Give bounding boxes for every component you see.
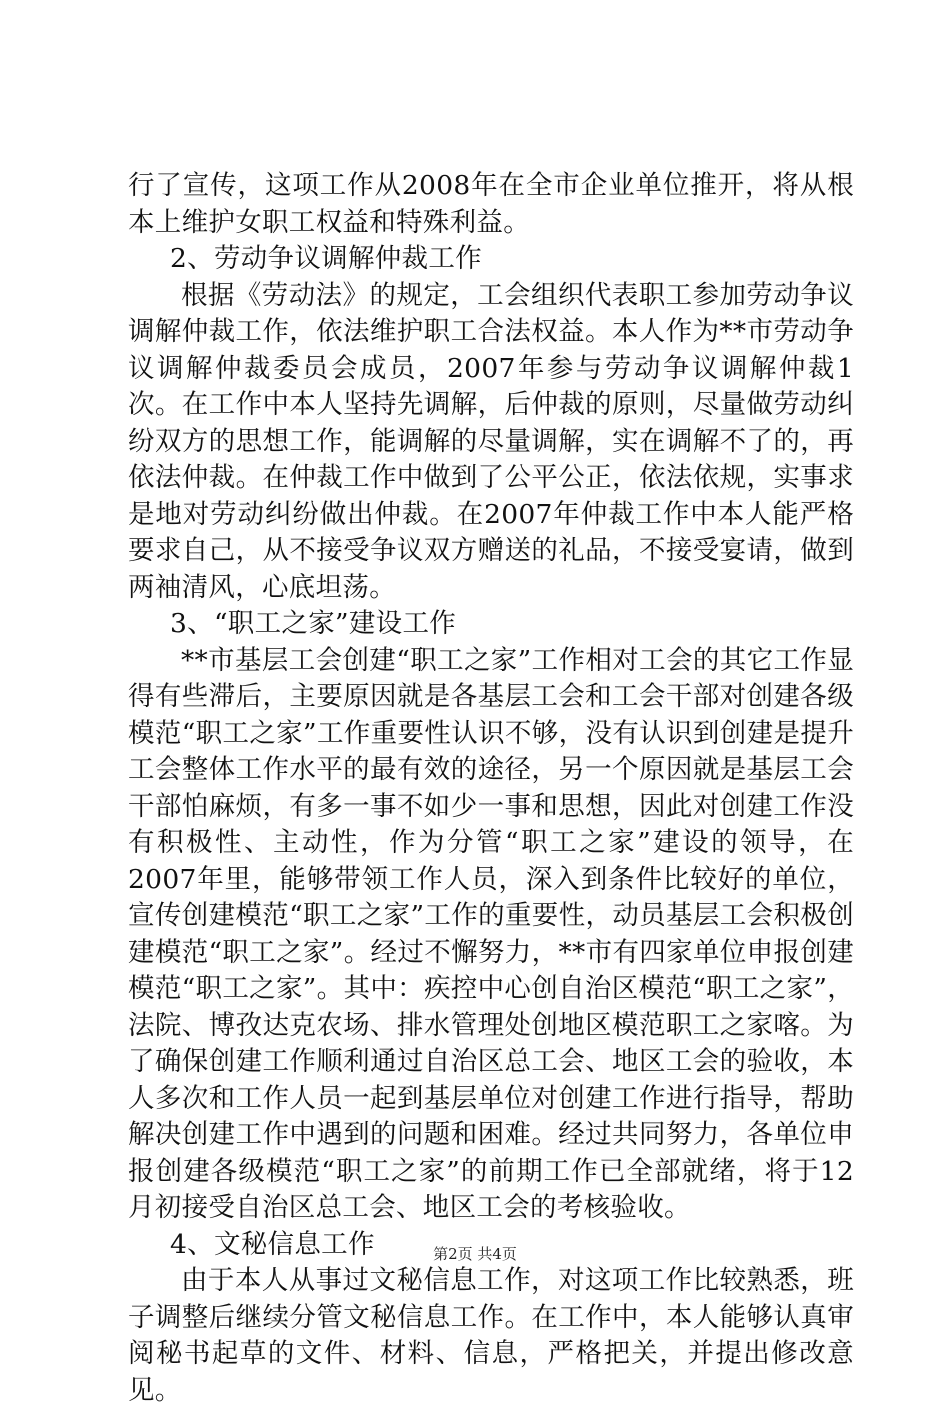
section-heading-secretarial: 4、文秘信息工作 xyxy=(170,1228,375,1260)
paragraph-secretarial: 由于本人从事过文秘信息工作，对这项工作比较熟悉，班子调整后继续分管文秘信息工作。在工作中，本人能够认真审阅秘书起草的文件、材料、信息，严格把关，并提出修改意见。 xyxy=(128,1265,854,1406)
paragraph-labor-dispute: 根据《劳动法》的规定，工会组织代表职工参加劳动争议调解仲裁工作，依法维护职工合法权益。本人作为**市劳动争议调解仲裁委员会成员，2007年参与劳动争议调解仲裁1次。在工作中本人坚持先调解，后仲裁的原则，尽量做劳动纠纷双方的思想工作，能调解的尽量调解，实在调解不了的，再依法仲裁。在仲裁工作中做到了公平公正，依法依规，实事求是地对劳动纠纷做出仲裁。在2007年仲裁工作中本人能严格要求自己，从不接受争议双方赠送的礼品，不接受宴请，做到两袖清风，心底坦荡。 xyxy=(128,279,854,603)
section-heading-workers-home: 3、“职工之家”建设工作 xyxy=(170,608,457,639)
page-footer: 第2页 共4页 xyxy=(433,1245,517,1263)
paragraph-workers-home: **市基层工会创建“职工之家”工作相对工会的其它工作显得有些滞后，主要原因就是各基层工会和工会干部对创建各级模范“职工之家”工作重要性认识不够，没有认识到创建是提升工会整体工作水平的最有效的途径，另一个原因就是基层工会干部怕麻烦，有多一事不如少一事和思想，因此对创建工作没有积极性、主动性，作为分管“职工之家”建设的领导，在2007年里，能够带领工作人员，深入到条件比较好的单位，宣传创建模范“职工之家”工作的重要性，动员基层工会积极创建模范“职工之家”。经过不懈努力，**市有四家单位申报创建模范“职工之家”。其中：疾控中心创自治区模范“职工之家”，法院、博孜达克农场、排水管理处创地区模范职工之家喀。为了确保创建工作顺利通过自治区总工会、地区工会的验收，本人多次和工作人员一起到基层单位对创建工作进行指导，帮助解决创建工作中遇到的问题和困难。经过共同努力，各单位申报创建各级模范“职工之家”的前期工作已全部就绪，将于12月初接受自治区总工会、地区工会的考核验收。 xyxy=(128,644,854,1223)
section-heading-labor-dispute: 2、劳动争议调解仲裁工作 xyxy=(170,243,482,274)
paragraph-continued: 行了宣传，这项工作从2008年在全市企业单位推开，将从根本上维护女职工权益和特殊利益。 xyxy=(128,170,854,238)
document-body xyxy=(128,168,854,1409)
